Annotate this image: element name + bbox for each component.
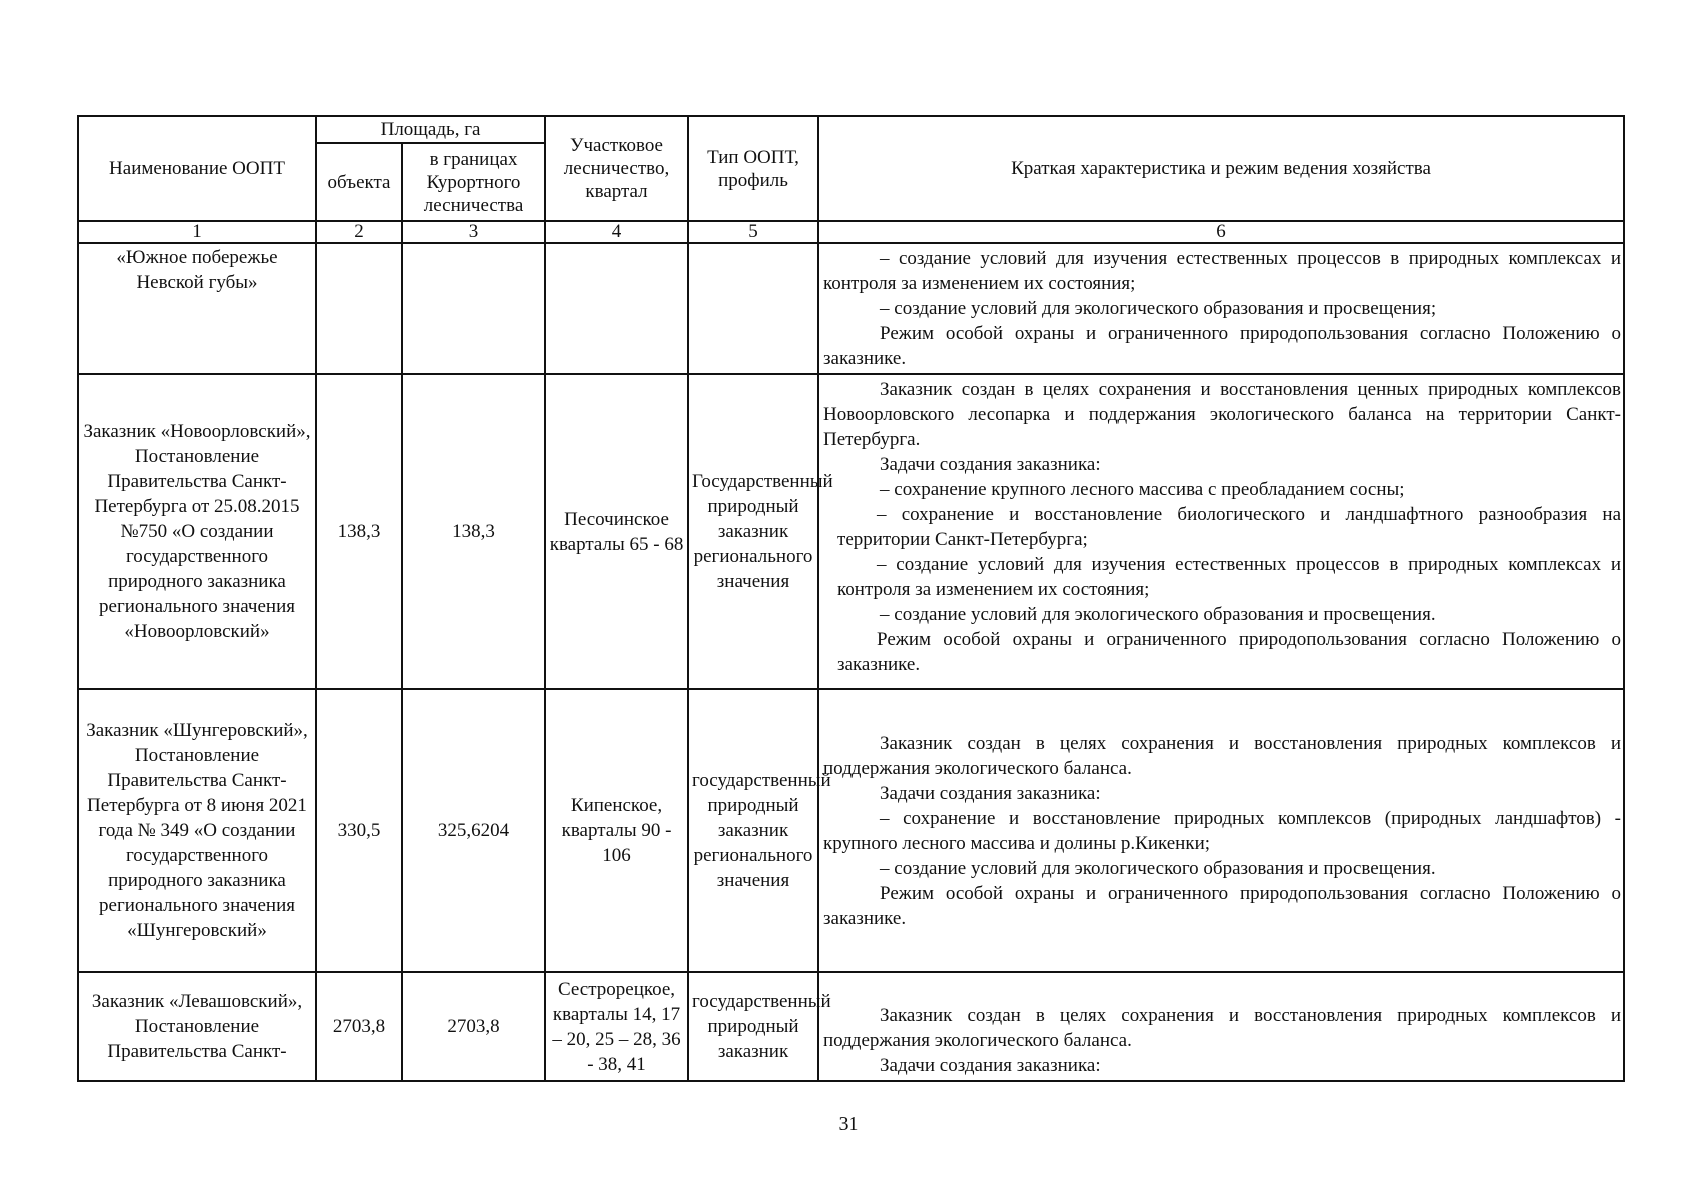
area-forestry xyxy=(402,243,545,374)
area-object xyxy=(316,243,402,374)
oopt-name: Заказник «Левашовский», Постановление Правительства Санкт- xyxy=(78,972,316,1081)
area-object: 330,5 xyxy=(316,689,402,972)
column-number: 2 xyxy=(316,221,402,243)
description-paragraph: – сохранение и восстановление природных комплексов (природных ландшафтов) - крупного лесного массива и долины р.Кикенки; xyxy=(823,807,1622,854)
description-paragraph: Заказник создан в целях сохранения и восстановления природных комплексов и поддержания экологического баланса. xyxy=(823,1005,1622,1051)
oopt-type: государственный природный заказник регионального значения xyxy=(688,689,818,972)
area-forestry: 2703,8 xyxy=(402,972,545,1081)
description xyxy=(818,972,1624,1081)
description-paragraph: – создание условий для экологического образования и просвещения. xyxy=(880,604,1436,625)
column-number: 5 xyxy=(688,221,818,243)
oopt-type: Государственный природный заказник регионального значения xyxy=(688,374,818,689)
column-number: 6 xyxy=(818,221,1624,243)
description-paragraph: – сохранение и восстановление биологического и ландшафтного разнообразия на территории Санкт-Петербурга; xyxy=(837,504,1622,550)
description-paragraph: Заказник создан в целях сохранения и восстановления ценных природных комплексов Новоорловского лесопарка и поддержания экологического баланса на территории Санкт-Петербурга. xyxy=(823,379,1622,450)
area-object: 2703,8 xyxy=(316,972,402,1081)
description-paragraph: Задачи создания заказника: xyxy=(880,454,1101,475)
area-forestry: 325,6204 xyxy=(402,689,545,972)
oopt-table xyxy=(77,115,1625,1082)
description-paragraph: – создание условий для изучения естественных процессов в природных комплексах и контроля за изменением их состояния; xyxy=(837,554,1622,600)
forestry-quarter xyxy=(545,243,688,374)
oopt-type xyxy=(688,243,818,374)
oopt-name: Заказник «Новоорловский», Постановление Правительства Санкт-Петербурга от 25.08.2015 №750 «О создании государственного природного заказника регионального значения «Новоорловский» xyxy=(78,374,316,689)
description xyxy=(818,374,1624,689)
description-paragraph: – создание условий для экологического образования и просвещения; xyxy=(880,298,1437,319)
area-object: 138,3 xyxy=(316,374,402,689)
description-paragraph: Режим особой охраны и ограниченного природопользования согласно Положению о заказнике. xyxy=(837,629,1622,675)
header-forestry: Участковое лесничество, квартал xyxy=(545,116,688,221)
header-type: Тип ООПТ, профиль xyxy=(688,116,818,221)
table-row xyxy=(78,972,1624,1081)
forestry-quarter: Кипенское, кварталы 90 - 106 xyxy=(545,689,688,972)
column-number: 1 xyxy=(78,221,316,243)
area-forestry: 138,3 xyxy=(402,374,545,689)
description-paragraph: Режим особой охраны и ограниченного природопользования согласно Положению о заказнике. xyxy=(823,882,1622,929)
description-paragraph: Задачи создания заказника: xyxy=(880,1055,1101,1076)
header-area-forestry: в границах Курортного лесничества xyxy=(402,143,545,221)
description-paragraph: – создание условий для экологического образования и просвещения. xyxy=(880,857,1436,879)
oopt-name: Заказник «Шунгеровский», Постановление Правительства Санкт-Петербурга от 8 июня 2021 года № 349 «О создании государственного природного заказника регионального значения «Шунгеровский» xyxy=(78,689,316,972)
oopt-name: «Южное побережье Невской губы» xyxy=(78,243,316,374)
table-row xyxy=(78,374,1624,689)
column-number: 4 xyxy=(545,221,688,243)
description-paragraph: – создание условий для изучения естественных процессов в природных комплексах и контроля за изменением их состояния; xyxy=(823,248,1622,294)
description xyxy=(818,243,1624,374)
forestry-quarter: Сестрорецкое, кварталы 14, 17 – 20, 25 – 28, 36 - 38, 41 xyxy=(545,972,688,1081)
column-number: 3 xyxy=(402,221,545,243)
header-desc: Краткая характеристика и режим ведения хозяйства xyxy=(818,116,1624,221)
description xyxy=(818,689,1624,972)
description-paragraph: – сохранение крупного лесного массива с преобладанием сосны; xyxy=(880,479,1405,500)
column-number-row xyxy=(78,221,1624,243)
header-name: Наименование ООПТ xyxy=(78,116,316,221)
page-number: 31 xyxy=(838,1113,859,1135)
header-area-group: Площадь, га xyxy=(316,116,545,143)
description-paragraph: Задачи создания заказника: xyxy=(880,782,1101,804)
oopt-type: государственный природный заказник xyxy=(688,972,818,1081)
description-paragraph: Режим особой охраны и ограниченного природопользования согласно Положению о заказнике. xyxy=(823,323,1622,369)
forestry-quarter: Песочинское кварталы 65 - 68 xyxy=(545,374,688,689)
table-row xyxy=(78,243,1624,374)
header-area-object: объекта xyxy=(316,143,402,221)
description-paragraph: Заказник создан в целях сохранения и восстановления природных комплексов и поддержания экологического баланса. xyxy=(823,732,1622,779)
table-row xyxy=(78,689,1624,972)
